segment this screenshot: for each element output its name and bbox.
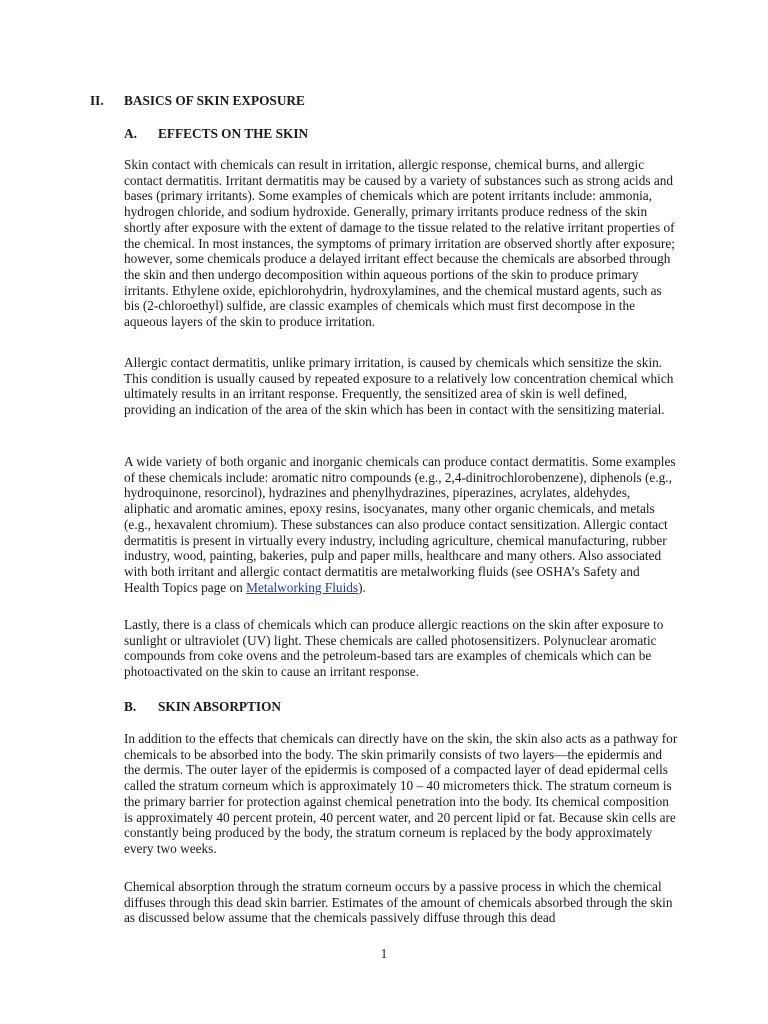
paragraph-contact-dermatitis-text: A wide variety of both organic and inorganic chemicals can produce contact dermatitis. Some examples of these chemicals include: aromatic nitro compounds (e.g., 2,4-dinitrochlorobenzene), diphenols (e.g., hydroquinone, resorcinol), hydrazines and phenylhydrazines, piperazines, acrylates, aldehydes, aliphatic and aromatic amines, epoxy resins, isocyanates, many other organic chemicals, and metals (e.g., hexavalent chromium). These substances can also produce contact sensitization. Allergic contact dermatitis is present in virtually every industry, including agriculture, chemical manufacturing, rubber industry, wood, painting, bakeries, pulp and paper mills, healthcare and many others. Also associated with both irritant and allergic contact dermatitis are metalworking fluids (see OSHA’s Safety and Health Topics page on — [124, 454, 676, 595]
paragraph-contact-dermatitis-chemicals — [124, 454, 678, 595]
paragraph-irritant-dermatitis: Skin contact with chemicals can result in irritation, allergic response, chemical burns, and allergic contact dermatitis. Irritant dermatitis may be caused by a variety of substances such as strong acids and bases (primary irritants). Some examples of chemicals which are potent irritants include: ammonia, hydrogen chloride, and sodium hydroxide. Generally, primary irritants produce redness of the skin shortly after exposure with the extent of damage to the tissue related to the relative irritant properties of the chemical. In most instances, the symptoms of primary irritation are observed shortly after exposure; however, some chemicals produce a delayed irritant effect because the chemicals are absorbed through the skin and then undergo decomposition within aqueous portions of the skin to produce primary irritants. Ethylene oxide, epichlorohydrin, hydroxylamines, and the chemical mustard agents, such as bis (2-chloroethyl) sulfide, are classic examples of chemicals which must first decompose in the aqueous layers of the skin to produce irritation. — [124, 157, 675, 330]
paragraph-skin-absorption: In addition to the effects that chemicals can directly have on the skin, the skin also acts as a pathway for chemicals to be absorbed into the body. The skin primarily consists of two layers—the epidermis and the dermis. The outer layer of the epidermis is composed of a compacted layer of dead epidermal cells called the stratum corneum which is approximately 10 – 40 micrometers thick. The stratum corneum is the primary barrier for protection against chemical penetration into the body. Its chemical composition is approximately 40 percent protein, 40 percent water, and 20 percent lipid or fat. Because skin cells are constantly being produced by the body, the stratum corneum is replaced by the body approximately every two weeks. — [124, 731, 678, 856]
paragraph-photosensitizers: Lastly, there is a class of chemicals which can produce allergic reactions on the skin after exposure to sunlight or ultraviolet (UV) light. These chemicals are called photosensitizers. Polynuclear aromatic compounds from coke ovens and the petroleum-based tars are examples of chemicals which can be photoactivated on the skin to cause an irritant response. — [124, 617, 664, 680]
section-number: II. — [90, 93, 104, 108]
paragraph-chemical-absorption: Chemical absorption through the stratum corneum occurs by a passive process in which the chemical diffuses through this dead skin barrier. Estimates of the amount of chemicals absorbed through the skin as discussed below assume that the chemicals passively diffuse through this dead — [124, 879, 673, 926]
subsection-a-number: A. — [124, 126, 137, 141]
paragraph-contact-dermatitis-after: ). — [358, 579, 366, 595]
metalworking-fluids-link[interactable]: Metalworking Fluids — [246, 579, 359, 595]
subsection-a-title: EFFECTS ON THE SKIN — [158, 126, 309, 141]
subsection-b-number: B. — [124, 699, 137, 714]
page-number: 1 — [380, 946, 388, 961]
paragraph-allergic-contact-dermatitis: Allergic contact dermatitis, unlike primary irritation, is caused by chemicals which sensitize the skin. This condition is usually caused by repeated exposure to a relatively low concentration chemical which ultimately results in an irritant response. Frequently, the sensitized area of skin is well defined, providing an indication of the area of the skin which has been in contact with the sensitizing material. — [124, 355, 674, 418]
section-title: BASICS OF SKIN EXPOSURE — [124, 93, 305, 108]
section-heading — [90, 93, 305, 109]
subsection-a-heading — [124, 126, 308, 142]
subsection-b-heading — [124, 699, 281, 715]
subsection-b-title: SKIN ABSORPTION — [158, 699, 282, 714]
